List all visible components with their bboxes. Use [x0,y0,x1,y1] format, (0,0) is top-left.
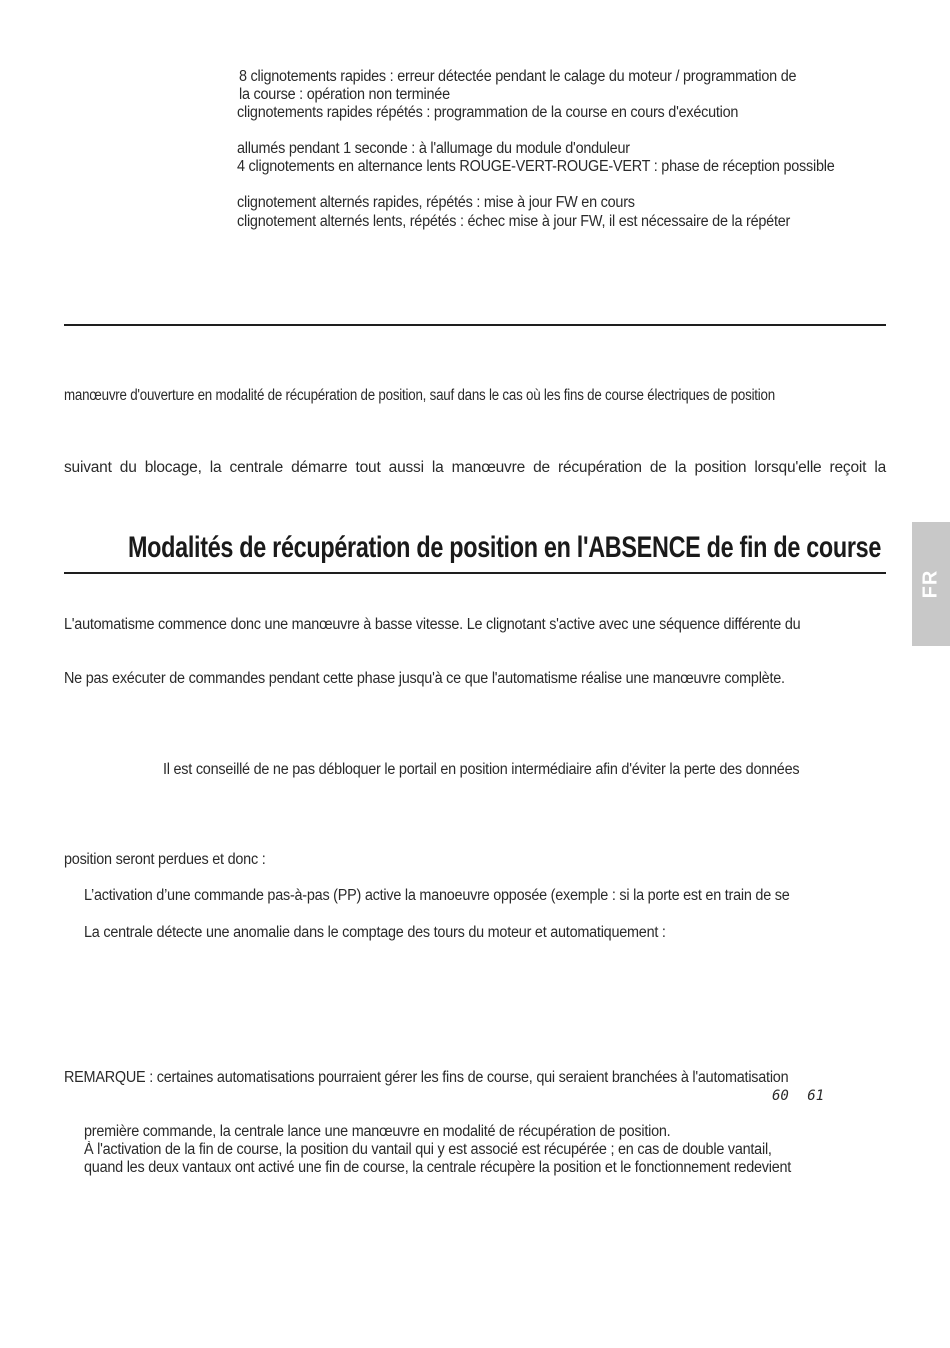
paragraph-limit-switch-activation: À l'activation de la fin de course, la position du vantail qui y est associé est récupérée ; en cas de double vantail, [84,1141,772,1158]
bullet-anomaly: La centrale détecte une anomalie dans le comptage des tours du moteur et automatiquement : [84,924,666,941]
paragraph-double-leaf: quand les deux vantaux ont activé une fin de course, la centrale récupère la position et le fonctionnement redevient [84,1159,792,1176]
led-status-line-2: clignotements rapides répétés : programmation de la course en cours d'exécution [237,104,739,121]
led-status-line-1: 8 clignotements rapides : erreur détectée pendant le calage du moteur / programmation de [239,68,797,85]
paragraph-advice: Il est conseillé de ne pas débloquer le portail en position intermédiaire afin d'éviter la perte des données [163,761,800,778]
paragraph-first-command: première commande, la centrale lance une manœuvre en modalité de récupération de position. [84,1123,671,1140]
paragraph-after-block: suivant du blocage, la centrale démarre tout aussi la manœuvre de récupération de la position lorsqu'elle reçoit la [64,459,886,476]
paragraph-remark: REMARQUE : certaines automatisations pourraient gérer les fins de course, qui seraient branchées à l'automatisation [64,1069,789,1086]
led-status-line-1-continued: la course : opération non terminée [239,86,450,103]
section-divider-top [64,324,886,326]
bullet-step-command: L’activation d’une commande pas-à-pas (PP) active la manoeuvre opposée (exemple : si la porte est en train de se [84,887,790,904]
section-divider-heading [64,572,886,574]
paragraph-low-speed: L'automatisme commence donc une manœuvre à basse vitesse. Le clignotant s'active avec une séquence différente du [64,616,801,633]
led-status-line-6: clignotement alternés lents, répétés : échec mise à jour FW, il est nécessaire de la répéter [237,213,791,230]
parameter-codes: 60 61 [772,1088,825,1104]
paragraph-position-recovery: manœuvre d'ouverture en modalité de récupération de position, sauf dans le cas où les fins de course électriques de position [64,387,775,404]
led-status-line-4: 4 clignotements en alternance lents ROUGE-VERT-ROUGE-VERT : phase de réception possible [237,158,835,175]
language-tab-label: FR [919,569,942,599]
section-heading: Modalités de récupération de position en l'ABSENCE de fin de course [128,531,882,564]
paragraph-position-lost: position seront perdues et donc : [64,851,266,868]
led-status-line-3: allumés pendant 1 seconde : à l'allumage du module d'onduleur [237,140,630,157]
paragraph-no-commands: Ne pas exécuter de commandes pendant cette phase jusqu'à ce que l'automatisme réalise une manœuvre complète. [64,670,785,687]
led-status-line-5: clignotement alternés rapides, répétés : mise à jour FW en cours [237,194,635,211]
language-tab [912,522,950,646]
